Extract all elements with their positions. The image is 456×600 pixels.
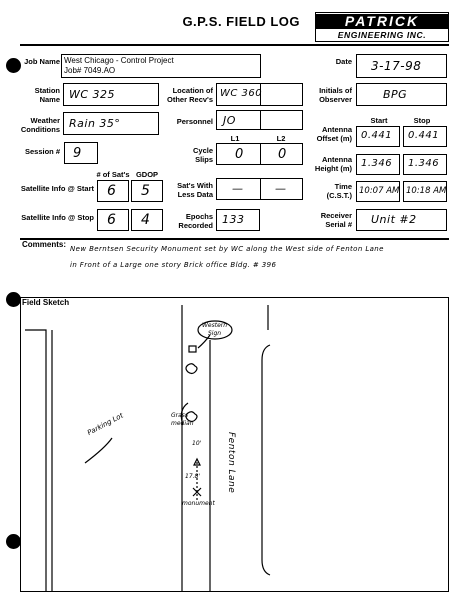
western-sign-marker xyxy=(189,346,196,352)
sat-start-gdop: 5 xyxy=(141,183,151,199)
road-label: Fenton Lane xyxy=(226,432,236,494)
session-value: 9 xyxy=(73,146,82,161)
initials-value: BPG xyxy=(383,88,408,101)
antenna-offset-stop: 0.441 xyxy=(408,130,440,141)
western-sign-label-1: Western xyxy=(202,322,228,329)
start-header: Start xyxy=(370,116,388,125)
parking-lot-arrow xyxy=(85,438,112,463)
station-label-2: Name xyxy=(39,95,60,104)
sats-less-l1: — xyxy=(232,182,244,195)
grass-median-label-2: median xyxy=(171,420,194,427)
parking-lot-label: Parking Lot xyxy=(86,411,125,438)
logo-subtitle: ENGINEERING INC. xyxy=(337,30,427,40)
stop-header: Stop xyxy=(413,116,431,125)
comments-line-2: in Front of a Large one story Brick office Bldg. # 396 xyxy=(70,261,277,269)
receiver-value: Unit #2 xyxy=(371,213,417,226)
initials-label-2: Observer xyxy=(319,95,352,104)
num-sats-header: # of Sat's xyxy=(96,170,130,179)
personnel-label: Personnel xyxy=(176,117,213,126)
road-right-edge xyxy=(262,345,270,575)
cycle-slips-l2: 0 xyxy=(278,147,287,162)
session-label: Session # xyxy=(24,147,60,156)
other-recv-value: WC 360 xyxy=(220,88,263,99)
date-label: Date xyxy=(335,57,352,66)
job-number: Job# 7049.AO xyxy=(64,66,116,75)
antenna-offset-label-2: Offset (m) xyxy=(316,134,352,143)
logo-name: PATRICK xyxy=(316,14,448,29)
antenna-offset-label-1: Antenna xyxy=(322,125,352,134)
personnel-value: JO xyxy=(223,114,236,127)
sats-less-l2: — xyxy=(275,182,287,195)
sat-info-start-label: Satellite Info @ Start xyxy=(20,184,94,193)
time-label-1: Time xyxy=(334,182,352,191)
sat-stop-count: 6 xyxy=(107,212,117,228)
weather-label-2: Conditions xyxy=(20,125,60,134)
other-recv-label-2: Other Recv's xyxy=(167,95,213,104)
station-name-value: WC 325 xyxy=(69,88,116,101)
weather-label-1: Weather xyxy=(30,116,60,125)
western-sign-label-2: Sign xyxy=(208,330,222,337)
sats-less-label-2: Less Data xyxy=(177,190,213,199)
distance-10-label: 10' xyxy=(192,440,202,447)
monument-label: monument xyxy=(182,500,215,507)
sat-stop-gdop: 4 xyxy=(141,212,151,228)
grass-median-label-1: Grass xyxy=(171,412,189,419)
sat-start-count: 6 xyxy=(107,183,117,199)
gdop-header: GDOP xyxy=(135,170,159,179)
comments-line-1: New Berntsen Security Monument set by WC along the West side of Fenton Lane xyxy=(70,245,384,253)
initials-label-1: Initials of xyxy=(319,86,352,95)
l1-header: L1 xyxy=(230,134,240,143)
form-title: G.P.S. FIELD LOG xyxy=(182,14,300,29)
receiver-label-2: Serial # xyxy=(325,220,352,229)
epochs-value: 133 xyxy=(222,213,245,226)
date-value: 3-17-98 xyxy=(371,59,422,73)
station-label-1: Station xyxy=(34,86,60,95)
l2-header: L2 xyxy=(276,134,286,143)
job-name-label: Job Name xyxy=(24,57,60,66)
tree-icon xyxy=(186,364,197,374)
receiver-label-1: Receiver xyxy=(320,211,352,220)
time-label-2: (C.S.T.) xyxy=(326,191,352,200)
time-start: 10:07 AM xyxy=(359,186,400,196)
antenna-height-label-2: Height (m) xyxy=(314,164,352,173)
comments-label: Comments: xyxy=(22,240,67,249)
antenna-height-label-1: Antenna xyxy=(322,155,352,164)
job-name-line1: West Chicago - Control Project xyxy=(64,56,174,65)
building-outline xyxy=(25,330,46,592)
sats-less-label-1: Sat's With xyxy=(177,181,213,190)
epochs-label-2: Recorded xyxy=(178,221,213,230)
other-recv-label-1: Location of xyxy=(172,86,213,95)
time-stop: 10:18 AM xyxy=(406,186,447,196)
antenna-height-stop: 1.346 xyxy=(408,158,440,169)
antenna-height-start: 1.346 xyxy=(361,158,393,169)
sat-info-stop-label: Satellite Info @ Stop xyxy=(21,213,94,222)
cycle-slips-label-1: Cycle xyxy=(192,146,213,155)
cycle-slips-l1: 0 xyxy=(235,147,244,162)
distance-17-label: 17.8' xyxy=(185,473,201,480)
field-sketch-label: Field Sketch xyxy=(22,298,70,307)
weather-value: Rain 35° xyxy=(69,117,121,130)
cycle-slips-label-2: Slips xyxy=(195,155,213,164)
antenna-offset-start: 0.441 xyxy=(361,130,393,141)
epochs-label-1: Epochs xyxy=(185,212,213,221)
